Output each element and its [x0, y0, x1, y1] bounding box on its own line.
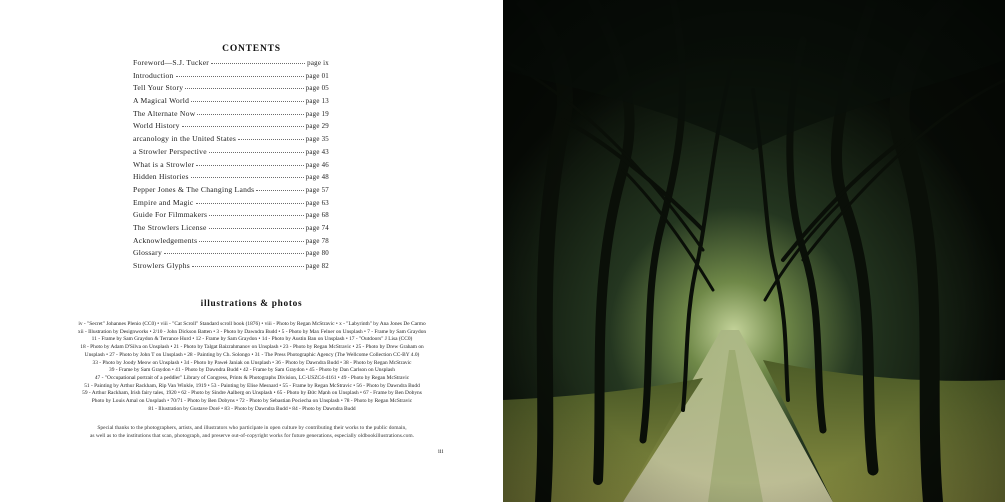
contents-entry-title: Pepper Jones & The Changing Lands [133, 184, 255, 194]
contents-entry [133, 83, 329, 96]
contents-entry [133, 210, 329, 223]
dot-leader [209, 152, 304, 153]
credit-line: 47 - "Occupational portrait of a peddler" Library of Congress, Prints & Photographs Division, LC-USZC4-4161 • 49 - Photo by Regan McStravic [94, 374, 410, 381]
dot-leader [196, 203, 304, 204]
dot-leader [196, 165, 303, 166]
illustrations-heading: illustrations & photos [200, 299, 303, 309]
dot-leader [238, 139, 304, 140]
dot-leader [182, 126, 304, 127]
contents-entry-page: page 35 [305, 136, 329, 144]
credit-line: 39 - Frame by Sam Graydon • 41 - Photo by Dawndra Budd • 42 - Frame by Sam Graydon • 45 - Photo by Dan Carlson on Unsplash [109, 367, 395, 374]
dot-leader [209, 228, 304, 229]
dot-leader [176, 76, 304, 77]
contents-entry-page: page 01 [305, 72, 329, 80]
thanks-line: Special thanks to the photographers, artists, and illustrators who participate in open culture by contributing their works to the public domain, [97, 425, 407, 431]
illustration-credits [42, 321, 462, 413]
dot-leader [191, 101, 303, 102]
contents-entry [133, 147, 329, 160]
contents-entry [133, 261, 329, 274]
contents-entry [133, 236, 329, 249]
credit-line: iv - "Secret" Johannes Plenio (CC0) • viii - "Cat Scroll" Standard scroll book (1876) • viii - Photo by Regan McStravic • x - "Labyrinth" by Ana Jones De Carmo [78, 321, 426, 327]
contents-entry-page: page 68 [305, 212, 329, 220]
contents-entry-page: page 57 [305, 186, 329, 194]
contents-entry-title: The Alternate Now [133, 108, 196, 118]
contents-entry [133, 172, 329, 185]
credit-line: 18 - Photo by Adam D'Silva on Unsplash • 21 - Photo by Talgat Baizrahmanov on Unsplash • 23 - Photo by Regan McStravic • 25 - Photo by Drew Graham on [80, 344, 424, 351]
contents-entry [133, 198, 329, 211]
contents-entry [133, 223, 329, 236]
contents-entry-title: Foreword—S.J. Tucker [133, 58, 210, 67]
dot-leader [197, 114, 303, 115]
contents-entry-title: arcanology in the United States [133, 134, 237, 144]
contents-entry-title: Glossary [133, 248, 162, 258]
contents-entry-page: page 82 [305, 263, 329, 270]
contents-entry [133, 109, 329, 122]
contents-entry-page: page 43 [305, 148, 329, 156]
credit-line: 11 - Frame by Sam Graydon & Terrance Hurd • 12 - Frame by Sam Graydon • 14 - Photo by Austin Ban on Unsplash • 17 - "Outdoors" J Lisa (CC0) [91, 336, 413, 343]
dot-leader [209, 215, 303, 216]
contents-entry-title: A Magical World [133, 96, 190, 106]
dot-leader [191, 177, 304, 178]
dot-leader [192, 266, 304, 267]
credit-line: 33 - Photo by Joody Meow on Unsplash • 34 - Photo by Paweł Janiak on Unsplash • 36 - Photo by Dawndra Budd • 38 - Photo by Regan McStravic [92, 359, 412, 366]
contents-entry-page: page 46 [305, 161, 329, 169]
contents-entry-title: What is a Strowler [133, 159, 195, 169]
contents-entry-title: World History [133, 121, 180, 131]
thanks-line: as well as to the institutions that scan, photograph, and preserve out-of-copyright works for future generations, especially oldbookillustrations.com. [89, 432, 415, 439]
contents-entry-title: Empire and Magic [133, 197, 194, 207]
dot-leader [185, 88, 303, 89]
contents-entry-title: Strowlers Glyphs [133, 261, 190, 270]
page-number: iii [438, 448, 444, 455]
contents-entry-page: page 63 [305, 199, 329, 207]
contents-entry-page: page 78 [305, 237, 329, 245]
contents-entry [133, 185, 329, 198]
contents-entry-title: Guide For Filmmakers [133, 210, 208, 220]
credit-line: xii - Illustration by Designworks • 2/10 - John Dickson Batten • 3 - Photo by Dawndra Budd • 5 - Photo by Max Felner on Unsplash • 7 - Frame by Sam Graydon [77, 328, 427, 335]
forest-path-photo [503, 0, 1005, 502]
contents-list [133, 58, 329, 274]
special-thanks [42, 425, 462, 440]
contents-entry-page: page ix [307, 60, 329, 67]
credit-line: Photo by Louis Amal on Unsplash • 70/71 - Photo by Ben Dobyns • 72 - Photo by Sebastian Pociecha on Unsplash • 78 - Photo by Regan McStravic [91, 398, 413, 405]
credit-line: 51 - Painting by Arthur Rackham, Rip Van Winkle, 1919 • 53 - Painting by Elise Mesnard • 55 - Frame by Regan McStravic • 56 - Photo by Dawndra Budd [84, 382, 420, 389]
contents-entry [133, 58, 329, 71]
contents-entry-page: page 80 [305, 250, 329, 258]
credit-line: Unsplash • 27 - Photo by John T on Unsplash • 28 - Painting by Ch. Solongo • 31 - The Press Photographic Agency (The Wellcome Collection CC-BY 4.0) [84, 351, 420, 358]
dot-leader [256, 190, 303, 191]
contents-entry-title: Tell Your Story [133, 83, 184, 93]
contents-entry [133, 160, 329, 173]
contents-entry-title: Hidden Histories [133, 172, 189, 182]
contents-entry-page: page 19 [305, 110, 329, 118]
dot-leader [199, 241, 303, 242]
contents-entry-title: a Strowler Perspective [133, 146, 207, 156]
contents-heading: CONTENTS [222, 44, 281, 54]
dot-leader [211, 63, 305, 64]
contents-entry [133, 134, 329, 147]
contents-entry-page: page 05 [305, 85, 329, 93]
contents-entry [133, 71, 329, 84]
dot-leader [164, 253, 304, 254]
contents-entry [133, 96, 329, 109]
credit-line: 59 - Arthur Rackham, Irish fairy tales, 1920 • 62 - Photo by Sindre Aalberg on Unsplash • 65 - Photo by Đức Mạnh on Unsplash • 67 - Frame by Ben Dobyns [82, 390, 422, 397]
contents-entry-page: page 29 [305, 123, 329, 131]
contents-entry-title: Introduction [133, 70, 174, 80]
forest-path-image [503, 0, 1005, 502]
contents-entry-page: page 48 [305, 174, 329, 182]
contents-entry-page: page 74 [305, 224, 329, 232]
credit-line: 81 - Illustration by Gustave Doré • 83 - Photo by Dawndra Budd • 84 - Photo by Dawndra Budd [148, 405, 356, 412]
contents-entry-title: Acknowledgements [133, 235, 198, 245]
contents-entry [133, 248, 329, 261]
contents-entry [133, 121, 329, 134]
contents-entry-title: The Strowlers License [133, 222, 207, 232]
contents-entry-page: page 13 [305, 98, 329, 106]
